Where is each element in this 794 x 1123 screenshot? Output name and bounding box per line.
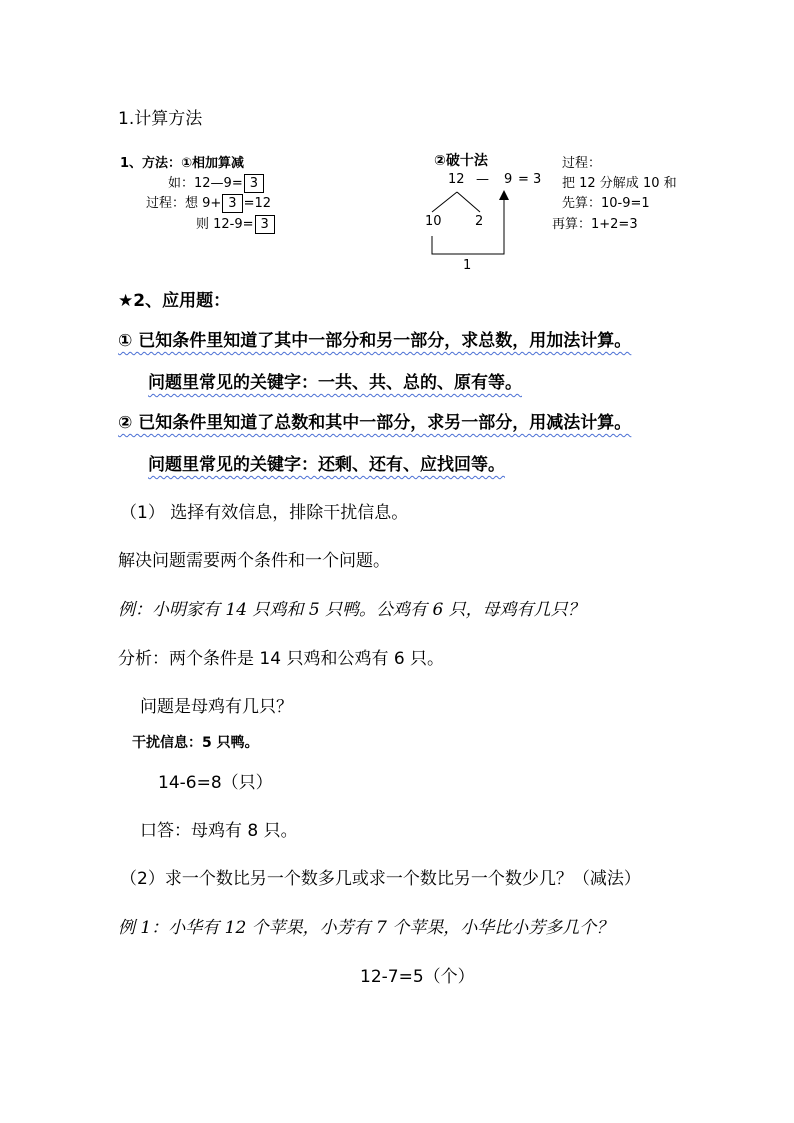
method2-step3: 再算：1+2=3: [552, 217, 638, 232]
eq-op: —: [476, 172, 489, 187]
method2-label: ②破十法: [434, 153, 488, 169]
section-title: 1.计算方法: [118, 109, 203, 129]
arrow-head: [499, 190, 509, 200]
method1-process-suffix: =12: [243, 196, 272, 211]
method2-step2: 先算：10-9=1: [562, 196, 650, 211]
applied-title: ★2、应用题：: [118, 291, 231, 311]
rule2-line2: 问题里常见的关键字：还剩、还有、应找回等。: [148, 455, 505, 475]
split-right: 2: [475, 214, 484, 229]
calc2: 12-7=5（个）: [360, 967, 475, 987]
method2-process-label: 过程：: [562, 156, 602, 171]
calc1: 14-6=8（只）: [158, 773, 273, 793]
question: 问题是母鸡有几只？: [140, 697, 293, 717]
method1-process-text: 过程：想 9+: [146, 196, 222, 211]
sub1-title: （1） 选择有效信息，排除干扰信息。: [120, 503, 409, 523]
interference: 干扰信息：5 只鸭。: [132, 735, 259, 751]
rule1-line1: ① 已知条件里知道了其中一部分和另一部分，求总数，用加法计算。: [118, 331, 632, 351]
split-left: 10: [425, 214, 442, 229]
decompose-diagram: [0, 0, 794, 300]
answer-box: 3: [244, 174, 264, 193]
sub1-need: 解决问题需要两个条件和一个问题。: [118, 551, 390, 571]
eq-equals: =: [518, 172, 529, 187]
method1-label: 1、方法：①相加算减: [120, 156, 245, 171]
method2-step1: 把 12 分解成 10 和: [562, 176, 677, 191]
rule2-line1: ② 已知条件里知道了总数和其中一部分，求另一部分，用减法计算。: [118, 413, 632, 433]
bracket-line: [432, 197, 504, 254]
rule1-line2: 问题里常见的关键字：一共、共、总的、原有等。: [148, 373, 522, 393]
split-line-right: [457, 192, 480, 212]
answer-box: 3: [255, 215, 275, 234]
answer-box: 3: [222, 194, 242, 213]
split-line-left: [432, 192, 457, 212]
eq-result: 3: [533, 172, 542, 187]
eq-b: 9: [504, 172, 513, 187]
sub2-title: （2）求一个数比另一个数多几或求一个数比另一个数少几？（减法）: [120, 869, 641, 889]
eq-a: 12: [448, 172, 465, 187]
example1: 例：小明家有 14 只鸡和 5 只鸭。公鸡有 6 只，母鸡有几只？: [118, 600, 585, 620]
analysis: 分析：两个条件是 14 只鸡和公鸡有 6 只。: [118, 649, 445, 669]
bottom-value: 1: [463, 258, 472, 273]
example2: 例 1：小华有 12 个苹果，小芳有 7 个苹果，小华比小芳多几个？: [118, 918, 614, 938]
method1-then-text: 则 12-9=: [196, 217, 254, 232]
method1-example-text: 如：12—9=: [168, 176, 243, 191]
answer1: 口答：母鸡有 8 只。: [140, 821, 298, 841]
